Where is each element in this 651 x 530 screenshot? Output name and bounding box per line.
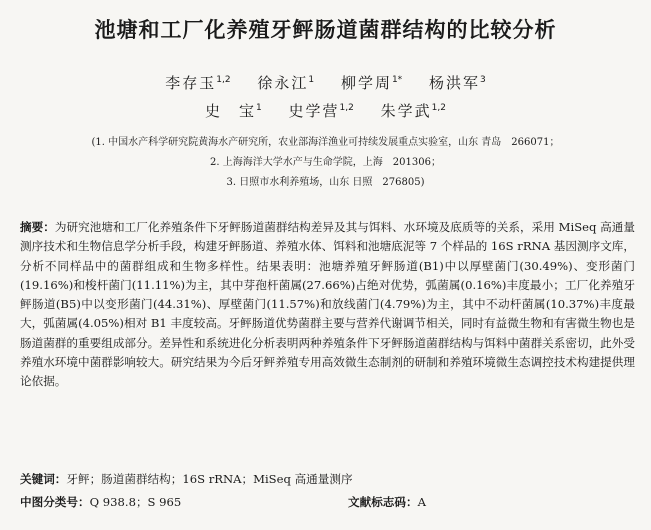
affiliation-2: 2. 上海海洋大学水产与生命学院，上海 201306； [210, 157, 441, 168]
clc-value: Q 938.8；S 965 [89, 495, 182, 509]
author: 史学营$^{1,2}$ [288, 102, 354, 120]
abstract-label: 摘要： [20, 220, 55, 234]
author-line-2 [0, 100, 651, 121]
keywords-label: 关键词： [20, 472, 67, 486]
affiliation-3: 3. 日照市水利养殖场，山东 日照 276805) [226, 177, 425, 188]
abstract-text: 为研究池塘和工厂化养殖条件下牙鲆肠道菌群结构差异及其与饵料、水环境及底质等的关系，采用 MiSeq 高通量测序技术和生物信息学分析手段，构建牙鲆肠道、养殖水体、饵料和池塘底泥等 7 个样品的 16S rRNA 基因测序文库，分析不同样品中的菌群组成和生物多样性。结果表明：池塘养殖牙鲆肠道(B1)中以厚壁菌门(30.49%)、变形菌门(19.16%)和梭杆菌门(11.11%)为主，其中芽孢杆菌属(27.66%)占绝对优势，弧菌属(0.16%)丰度最小；工厂化养殖牙鲆肠道(B5)中以变形菌门(44.31%)、厚壁菌门(11.57%)和放线菌门(4.79%)为主，其中不动杆菌属(10.37%)丰度最大，弧菌属(4.05%)相对 B1 丰度较高。牙鲆肠道优势菌群主要与营养代谢调节相关，同时有益微生物和有害微生物也是肠道菌群的重要组成部分。差异性和系统进化分析表明两种养殖条件下牙鲆肠道菌群结构与饵料中菌群关系密切，此外受养殖水环境中菌群影响较大。研究结果为今后牙鲆养殖专用高效微生态制剂的研制和养殖环境微生态调控技术构建提供理论依据。 [20, 220, 635, 389]
author: 朱学武$^{1,2}$ [380, 102, 446, 120]
author: 杨洪军$^3$ [428, 74, 486, 92]
classification-line [20, 494, 635, 514]
document-code [348, 494, 426, 510]
keywords [20, 471, 635, 487]
author-line-1 [0, 72, 651, 93]
author: 史 宝$^1$ [205, 102, 262, 120]
document-code-value: A [417, 495, 426, 509]
affiliation-1: (1. 中国水产科学研究院黄海水产研究所，农业部海洋渔业可持续发展重点实验室，山东 青岛 266071； [91, 137, 560, 148]
clc-label: 中图分类号： [20, 495, 90, 509]
abstract [20, 218, 635, 392]
paper-title: 池塘和工厂化养殖牙鲆肠道菌群结构的比较分析 [94, 18, 557, 42]
author: 柳学周$^{1*}$ [340, 74, 403, 92]
document-code-label: 文献标志码： [348, 495, 418, 509]
author: 徐永江$^1$ [257, 74, 315, 92]
keywords-text: 牙鲆；肠道菌群结构；16S rRNA；MiSeq 高通量测序 [66, 472, 353, 486]
author: 李存玉$^{1,2}$ [165, 74, 231, 92]
